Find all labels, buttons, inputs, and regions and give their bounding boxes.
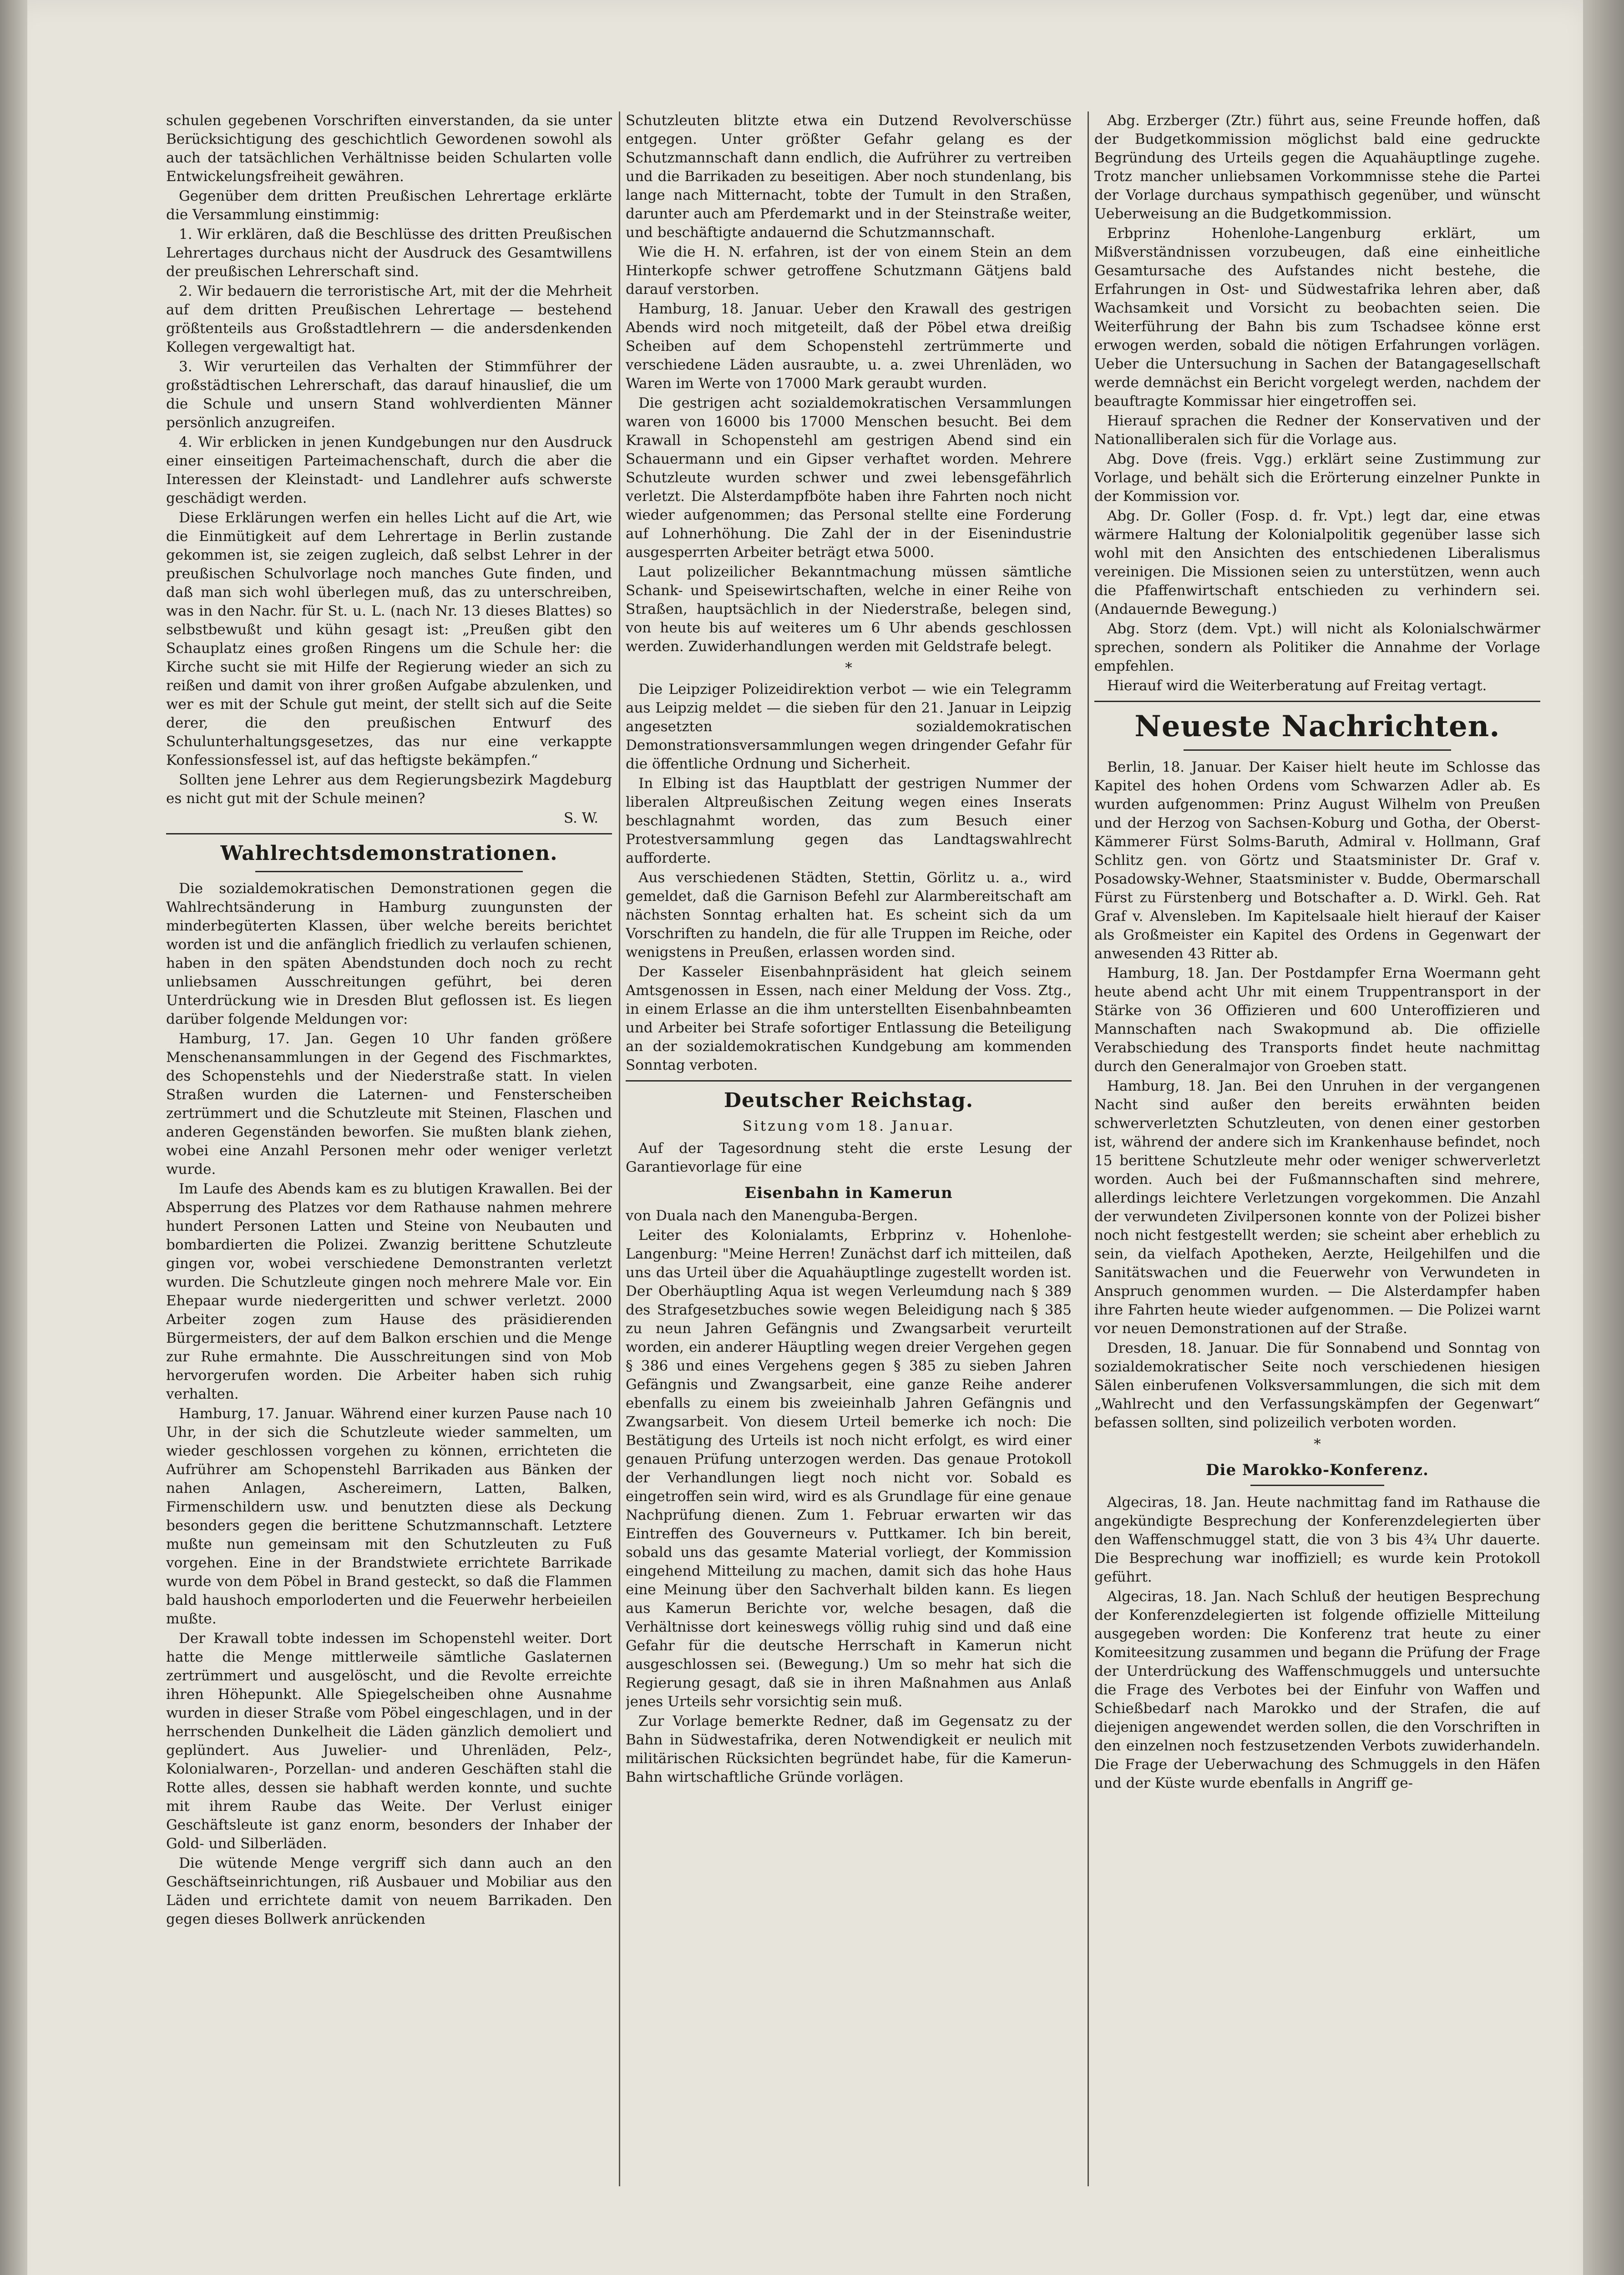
paragraph: Leiter des Kolonialamts, Erbprinz v. Hohenlohe-Langenburg: "Meine Herren! Zunächst darf ich mitteilen, daß uns das Urteil über die Aquahäuptlinge zugestellt worden ist. Der Oberhäuptling Aqua ist wegen Verleumdung nach § 389 des Strafgesetzbuches sowie wegen Beleidigung nach § 385 zu neun Jahren Gefängnis und Zwangsarbeit verurteilt worden, ein anderer Häuptling wegen dreier Vergehen gegen § 386 und eines Vergehens gegen § 385 zu sieben Jahren Gefängnis und Zwangsarbeit, eine ganze Reihe anderer ebenfalls zu einem bis zweieinhalb Jahren Gefängnis und Zwangsarbeit. Von diesem Urteil bemerke ich noch: Die Bestätigung des Urteils ist noch nicht erfolgt, es wird einer genauen Prüfung unterzogen werden. Das genaue Protokoll der Verhandlungen liegt noch nicht vor. Sobald es eingetroffen sein wird, wird es als Grundlage für eine genaue Nachprüfung dienen. Zum 1. Februar erwarten wir das Eintreffen des Gouverneurs v. Puttkamer. Ich bin bereit, sobald uns das gesamte Material vorliegt, der Kommission eingehend Mitteilung zu machen, damit sich das hohe Haus eine Meinung über den Sachverhalt bilden kann. Es liegen aus Kamerun Berichte vor, welche besagen, daß die Verhältnisse dort keineswegs völlig ruhig sind und daß eine Gefahr für die deutsche Herrschaft in Kamerun nicht ausgeschlossen sei. (Bewegung.) Um so mehr hat sich die Regierung gesagt, daß sie in ihren Maßnahmen aus Anlaß jenes Urteils sehr vorsichtig sein muß. xyxy=(626,1227,1072,1710)
column-3 xyxy=(1094,111,1540,2186)
paragraph: Hamburg, 17. Januar. Während einer kurzen Pause nach 10 Uhr, in der sich die Schutzleute wieder sammelten, um wieder geschlossen vorgehen zu können, errichteten die Aufrührer am Schopenstehl Barrikaden aus Bänken der nahen Anlagen, Aschereimern, Latten, Balken, Firmenschildern usw. und benutzten diese als Deckung besonders gegen die berittene Schutzmannschaft. Letztere mußte nun gemeinsam mit den Schutzleuten zu Fuß vorgehen. Eine in der Brandstwiete errichtete Barrikade wurde von dem Pöbel in Brand gesteckt, so daß die Flammen bald haushoch emporloderten und die Feuerwehr herbeieilen mußte. xyxy=(166,1405,612,1627)
paragraph: Aus verschiedenen Städten, Stettin, Görlitz u. a., wird gemeldet, daß die Garnison Befehl zur Alarmbereitschaft am nächsten Sonntag erhalten hat. Es scheint sich da um Vorschriften zu handeln, die für alle Truppen im Reiche, oder wenigstens in Preußen, erlassen worden sind. xyxy=(626,870,1072,961)
section-star: * xyxy=(845,660,852,676)
paragraph: Hamburg, 18. Januar. Ueber den Krawall des gestrigen Abends wird noch mitgeteilt, daß der Pöbel etwa dreißig Scheiben auf dem Schopenstehl zertrümmerte und verschiedene Läden ausraubte, u. a. zwei Uhrenläden, wo Waren im Werte von 17000 Mark geraubt wurden. xyxy=(626,301,1072,392)
author-signature: S. W. xyxy=(563,810,598,826)
paragraph: Die sozialdemokratischen Demonstrationen gegen die Wahlrechtsänderung in Hamburg zuungunsten der minderbegüterten Klassen, über welche bereits berichtet worden ist und die anfänglich friedlich zu verlaufen schienen, haben in den späten Abendstunden doch noch zu recht unliebsamen Ausschreitungen geführt, bei deren Unterdrückung wie in Dresden Blut geflossen ist. Es liegen darüber folgende Meldungen vor: xyxy=(166,880,612,1027)
section-heading: Neueste Nachrichten. xyxy=(1134,709,1500,743)
paragraph: Abg. Dove (freis. Vgg.) erklärt seine Zustimmung zur Vorlage, und behält sich die Erörterung einzelner Punkte in der Kommission vor. xyxy=(1094,451,1540,505)
section-heading: Wahlrechtsdemonstrationen. xyxy=(220,842,558,865)
paragraph: Erbprinz Hohenlohe-Langenburg erklärt, um Mißverständnissen vorzubeugen, daß eine einheitliche Gesamtursache des Aufstandes nicht bestehe, die Erfahrungen in Ost- und Südwestafrika lehren aber, daß Wachsamkeit und Vorsicht zu beobachten seien. Die Weiterführung der Bahn bis zum Tschadsee könne erst erwogen werden, sobald die nötigen Erfahrungen vorlägen. Ueber die Untersuchung in Sachen der Batangagesellschaft werde demnächst ein Bericht vorgelegt werden, nachdem der beauftragte Kommissar hier eingetroffen sei. xyxy=(1094,225,1540,410)
paragraph: Abg. Storz (dem. Vpt.) will nicht als Kolonialschwärmer sprechen, sondern als Politiker die Annahme der Vorlage empfehlen. xyxy=(1094,621,1540,674)
paragraph: Hierauf wird die Weiterberatung auf Freitag vertagt. xyxy=(1107,677,1487,694)
paragraph: Hamburg, 18. Jan. Der Postdampfer Erna Woermann geht heute abend acht Uhr mit einem Truppentransport in der Stärke von 36 Offizieren und 600 Unteroffizieren und Mannschaften nach Swakopmund ab. Die offizielle Verabschiedung des Transports findet heute nachmittag durch den Generalmajor von Groeben statt. xyxy=(1094,965,1540,1075)
paragraph: von Duala nach den Manenguba-Bergen. xyxy=(626,1208,918,1224)
section-star: * xyxy=(1314,1436,1321,1452)
paragraph: Die Leipziger Polizeidirektion verbot — wie ein Telegramm aus Leipzig meldet — die sieben für den 21. Januar in Leipzig angesetzten sozialdemokratischen Demonstrationsversammlungen wegen dringender Gefahr für die öffentliche Ordnung und Sicherheit. xyxy=(626,681,1072,772)
paragraph: Die gestrigen acht sozialdemokratischen Versammlungen waren von 16000 bis 17000 Menschen besucht. Bei dem Krawall in Schopenstehl am gestrigen Abend sind ein Schauermann und ein Gipser verhaftet worden. Mehrere Schutzleute wurden schwer und zwei lebensgefährlich verletzt. Die Alsterdampfböte haben ihre Fahrten noch nicht wieder aufgenommen; das Personal stellte eine Forderung auf Lohnerhöhung. Die Zahl der in der Eisenindustrie ausgesperrten Arbeiter beträgt etwa 5000. xyxy=(626,395,1072,561)
paragraph: 3. Wir verurteilen das Verhalten der Stimmführer der großstädtischen Lehrerschaft, das darauf hinauslief, die um die Schule und unsern Stand wohlverdienten Männer persönlich anzugreifen. xyxy=(166,359,612,431)
paragraph: Schutzleuten blitzte etwa ein Dutzend Revolverschüsse entgegen. Unter größter Gefahr gelang es der Schutzmannschaft dann endlich, die Aufrührer zu vertreiben und die Barrikaden zu beseitigen. Aber noch stundenlang, bis lange nach Mitternacht, tobte der Tumult in den Straßen, darunter auch am Pferdemarkt und in der Steinstraße weiter, und beschäftigte andauernd die Schutzmannschaft. xyxy=(626,112,1072,241)
paragraph: Der Krawall tobte indessen im Schopenstehl weiter. Dort hatte die Menge mittlerweile sämtliche Gaslaternen zertrümmert und ausgelöscht, und die Revolte erreichte ihren Höhepunkt. Alle Spiegelscheiben ohne Ausnahme wurden in dieser Straße vom Pöbel eingeschlagen, und in der herrschenden Dunkelheit die Läden gänzlich demoliert und geplündert. Aus Juwelier- und Uhrenläden, Pelz-, Kolonialwaren-, Porzellan- und anderen Geschäften stahl die Rotte alles, dessen sie habhaft werden konnte, und suchte mit ihrem Raube das Weite. Der Verlust einiger Geschäftsleute ist ganz enorm, besonders der Inhaber der Gold- und Silberläden. xyxy=(166,1630,612,1852)
column-2 xyxy=(626,111,1072,2186)
paragraph: Algeciras, 18. Jan. Heute nachmittag fand im Rathause die angekündigte Besprechung der Konferenzdelegierten über den Waffenschmuggel statt, die von 3 bis 4¾ Uhr dauerte. Die Besprechung war inoffiziell; es wurde kein Protokoll geführt. xyxy=(1094,1494,1540,1585)
sub-heading: Eisenbahn in Kamerun xyxy=(744,1184,953,1202)
paragraph: Abg. Dr. Goller (Fosp. d. fr. Vpt.) legt dar, eine etwas wärmere Haltung der Kolonialpolitik gegenüber lasse sich wohl mit den Ansichten des entschiedenen Liberalismus vereinigen. Die Missionen seien zu unterstützen, wenn auch die Pfaffenwirtschaft entschieden zu verhindern sei. (Andauernde Bewegung.) xyxy=(1094,508,1540,617)
paragraph: 4. Wir erblicken in jenen Kundgebungen nur den Ausdruck einer einseitigen Parteimachenschaft, durch die aber die Interessen der Kleinstadt- und Landlehrer aufs schwerste geschädigt werden. xyxy=(166,434,612,506)
column-rule xyxy=(619,111,620,2186)
paragraph: Die wütende Menge vergriff sich dann auch an den Geschäftseinrichtungen, riß Ausbauer und Mobiliar aus den Läden und errichtete damit von neuem Barrikaden. Den gegen dieses Bollwerk anrückenden xyxy=(166,1855,612,1927)
paragraph: Berlin, 18. Januar. Der Kaiser hielt heute im Schlosse das Kapitel des hohen Ordens vom Schwarzen Adler ab. Es wurden aufgenommen: Prinz August Wilhelm von Preußen und der Herzog von Sachsen-Koburg und Gotha, der Oberst-Kämmerer Fürst Solms-Baruth, Admiral v. Hollmann, Graf Schlitz gen. von Görtz und Staatsminister Dr. Graf v. Posadowsky-Wehner, Staatsminister v. Budde, Obermarschall Fürst zu Fürstenberg und Botschafter a. D. Wirkl. Geh. Rat Graf v. Alvensleben. Im Kapitelsaale hielt hierauf der Kaiser als Großmeister ein Kapitel des Ordens in Gegenwart der anwesenden 43 Ritter ab. xyxy=(1094,759,1540,962)
paragraph: schulen gegebenen Vorschriften einverstanden, da sie unter Berücksichtigung des geschichtlich Gewordenen sowohl als auch der tatsächlichen Verhältnisse beiden Schularten volle Entwickelungsfreiheit gewähren. xyxy=(166,112,612,185)
heading-underline xyxy=(1250,1485,1384,1486)
section-divider xyxy=(1094,701,1540,702)
paragraph: Im Laufe des Abends kam es zu blutigen Krawallen. Bei der Absperrung des Platzes vor dem Rathause nahmen mehrere hundert Personen Latten und Steine von Neubauten und bombardierten die Polizei. Zwanzig berittene Schutzleute gingen vor, wobei verschiedene Demonstranten verletzt wurden. Die Schutzleute gingen noch mehrere Male vor. Ein Ehepaar wurde niedergeritten und schwer verletzt. 2000 Arbeiter zogen zum Hause des präsidierenden Bürgermeisters, der auf dem Balkon erschien und die Menge zur Ruhe ermahnte. Die Ausschreitungen sind von Mob hervorgerufen worden. Die Arbeiter haben sich ruhig verhalten. xyxy=(166,1181,612,1402)
paragraph: 1. Wir erklären, daß die Beschlüsse des dritten Preußischen Lehrertages durchaus nicht der Ausdruck des Gesamtwillens der preußischen Lehrerschaft sind. xyxy=(166,226,612,280)
paragraph: Wie die H. N. erfahren, ist der von einem Stein an dem Hinterkopfe schwer getroffene Schutzmann Gätjens bald darauf verstorben. xyxy=(626,244,1072,298)
paragraph: Abg. Erzberger (Ztr.) führt aus, seine Freunde hoffen, daß der Budgetkommission möglichst bald eine gedruckte Begründung des Urteils gegen die Aquahäuptlinge zugehe. Trotz mancher unliebsamen Vorkommnisse stehe die Partei der Vorlage durchaus sympathisch gegenüber, und wünscht Ueberweisung an die Budgetkommission. xyxy=(1094,112,1540,222)
heading-underline xyxy=(1184,749,1451,751)
paragraph: Der Kasseler Eisenbahnpräsident hat gleich seinem Amtsgenossen in Essen, nach einer Meldung der Voss. Ztg., in einem Erlasse an die ihm unterstellten Eisenbahnbeamten und Arbeiter bei Strafe sofortiger Entlassung die Beteiligung an der sozialdemokratischen Kundgebung am kommenden Sonntag verboten. xyxy=(626,964,1072,1073)
session-date: Sitzung vom 18. Januar. xyxy=(742,1118,955,1134)
paragraph: Hierauf sprachen die Redner der Konservativen und der Nationalliberalen sich für die Vorlage aus. xyxy=(1094,413,1540,448)
sub-heading: Die Marokko-Konferenz. xyxy=(1206,1461,1429,1479)
section-divider xyxy=(626,1080,1072,1082)
paragraph: 2. Wir bedauern die terroristische Art, mit der die Mehrheit auf dem dritten Preußischen Lehrertage — bestehend größtenteils aus Großstadtlehrern — die andersdenkenden Kollegen vergewaltigt hat. xyxy=(166,283,612,355)
paragraph: Zur Vorlage bemerkte Redner, daß im Gegensatz zu der Bahn in Südwestafrika, deren Notwendigkeit er neulich mit militärischen Rücksichten begründet habe, für die Kamerun-Bahn wirtschaftliche Gründe vorlägen. xyxy=(626,1713,1072,1785)
paragraph: Gegenüber dem dritten Preußischen Lehrertage erklärte die Versammlung einstimmig: xyxy=(166,188,612,223)
paragraph: Auf der Tagesordnung steht die erste Lesung der Garantievorlage für eine xyxy=(626,1140,1072,1175)
paragraph: In Elbing ist das Hauptblatt der gestrigen Nummer der liberalen Altpreußischen Zeitung wegen eines Inserats beschlagnahmt worden, das zum Besuch einer Protestversammlung gegen das Landtagswahlrecht aufforderte. xyxy=(626,775,1072,866)
page-edge xyxy=(1583,0,1624,2275)
column-rule xyxy=(1088,111,1089,2186)
section-divider xyxy=(166,833,612,834)
page-gutter xyxy=(0,0,27,2275)
paragraph: Hamburg, 18. Jan. Bei den Unruhen in der vergangenen Nacht sind außer den bereits erwähnten beiden schwerverletzten Schutzleuten, von denen einer gestorben ist, während der andere sich im Krankenhause befindet, noch 15 berittene Schutzleute mehr oder weniger schwerverletzt worden. Auch bei der Fußmannschaften sind mehrere, allerdings leichtere Verletzungen vorgekommen. Die Anzahl der verwundeten Zivilpersonen konnte von der Polizei bisher noch nicht festgestellt werden; sie scheint aber erheblich zu sein, da vielfach Apotheken, Aerzte, Heilgehilfen und die Sanitätswachen und die Feuerwehr von Verwundeten in Anspruch genommen wurden. — Die Alsterdampfer haben ihre Fahrten heute wieder aufgenommen. — Die Polizei warnt vor neuen Demonstrationen auf der Straße. xyxy=(1094,1078,1540,1337)
column-1 xyxy=(166,111,612,2186)
section-heading: Deutscher Reichstag. xyxy=(723,1089,974,1112)
paragraph: Sollten jene Lehrer aus dem Regierungsbezirk Magdeburg es nicht gut mit der Schule meinen? xyxy=(166,772,612,807)
heading-underline xyxy=(255,871,523,872)
paragraph: Hamburg, 17. Jan. Gegen 10 Uhr fanden größere Menschenansammlungen in der Gegend des Fischmarktes, des Schopenstehls und der Niederstraße statt. In vielen Straßen wurden die Laternen- und Fensterscheiben zertrümmert und die Schutzleute mit Steinen, Flaschen und anderen Gegenständen beworfen. Sie mußten blank ziehen, wobei eine Anzahl Personen mehr oder weniger verletzt wurde. xyxy=(166,1031,612,1178)
paragraph: Diese Erklärungen werfen ein helles Licht auf die Art, wie die Einmütigkeit auf dem Lehrertage in Berlin zustande gekommen ist, sie zeigen zugleich, daß selbst Lehrer in der preußischen Schulvorlage noch manches Gute finden, und daß man sich wohl überlegen muß, das zu unterschreiben, was in den Nachr. für St. u. L. (nach Nr. 13 dieses Blattes) so selbstbewußt und kühn gesagt ist: „Preußen gibt den Schauplatz eines großen Ringens um die Schule her: die Kirche sucht sie mit Hilfe der Regierung wieder an sich zu reißen und damit von ihrer großen Aufgabe abzulenken, und wer es mit der Schule gut meint, der stellt sich auf die Seite derer, die den preußischen Entwurf des Schulunterhaltungsgesetzes, das nur eine verkappte Konfessionsfessel ist, auf das heftigste bekämpfen.“ xyxy=(166,510,612,768)
paragraph: Algeciras, 18. Jan. Nach Schluß der heutigen Besprechung der Konferenzdelegierten ist folgende offizielle Mitteilung ausgegeben worden: Die Konferenz trat heute zu einer Komiteesitzung zusammen und begann die Prüfung der Frage der Unterdrückung des Waffenschmuggels und untersuchte die Frage des Verbotes bei der Einfuhr von Waffen und Schießbedarf nach Marokko und der Strafen, die auf diejenigen angewendet werden sollen, die den Vorschriften in den einzelnen noch festzusetzenden Verbots zuwiderhandeln. Die Frage der Ueberwachung des Schmuggels in den Häfen und der Küste wurde ebenfalls in Angriff ge- xyxy=(1094,1588,1540,1791)
paragraph: Dresden, 18. Januar. Die für Sonnabend und Sonntag von sozialdemokratischer Seite noch verschiedenen hiesigen Sälen einberufenen Volksversammlungen, die sich mit dem „Wahlrecht und den Verfassungskämpfen der Gegenwart“ befassen sollten, sind polizeilich verboten worden. xyxy=(1094,1340,1540,1431)
paragraph: Laut polizeilicher Bekanntmachung müssen sämtliche Schank- und Speisewirtschaften, welche in einer Reihe von Straßen, hauptsächlich in der Niederstraße, belegen sind, von heute bis auf weiteres um 6 Uhr abends geschlossen werden. Zuwiderhandlungen werden mit Geldstrafe belegt. xyxy=(626,564,1072,655)
